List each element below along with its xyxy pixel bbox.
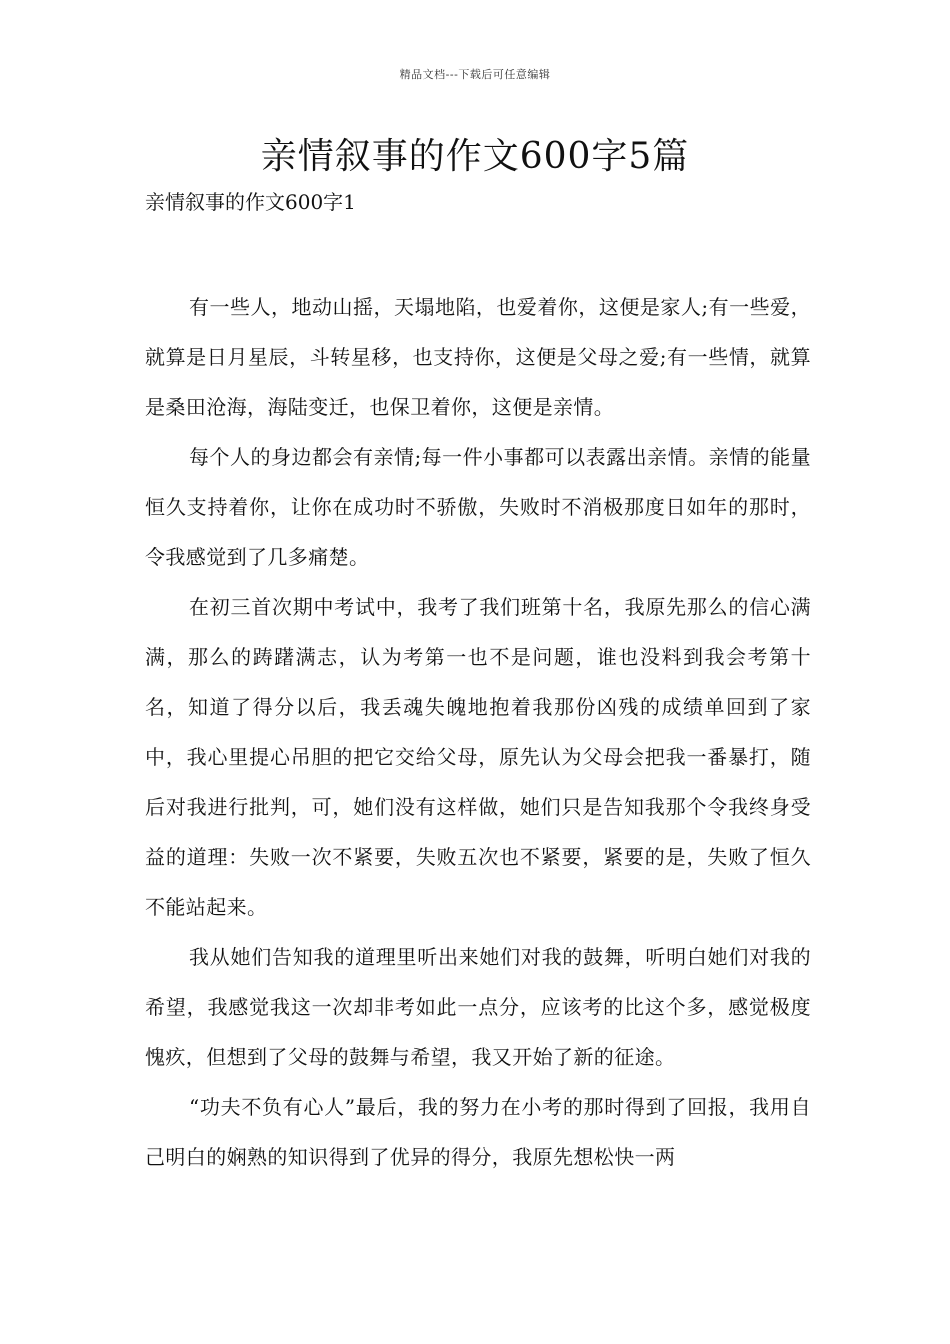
paragraph: 我从她们告知我的道理里听出来她们对我的鼓舞，听明白她们对我的希望，我感觉我这一次却非考如此一点分，应该考的比这个多，感觉极度愧疚，但想到了父母的鼓舞与希望，我又开始了新的征途。 (145, 945, 811, 1069)
paragraph: 在初三首次期中考试中，我考了我们班第十名，我原先那么的信心满满，那么的踌躇满志，认为考第一也不是问题，谁也没料到我会考第十名，知道了得分以后，我丢魂失魄地抱着我那份凶残的成绩单回到了家中，我心里提心吊胆的把它交给父母，原先认为父母会把我一番暴打，随后对我进行批判，可，她们没有这样做，她们只是告知我那个令我终身受益的道理：失败一次不紧要，失败五次也不紧要，紧要的是，失败了恒久不能站起来。 (145, 595, 811, 919)
section-heading: 亲情叙事的作文600字1 (145, 190, 356, 214)
paragraph: 有一些人，地动山摇，天塌地陷，也爱着你，这便是家人;有一些爱，就算是日月星辰，斗转星移，也支持你，这便是父母之爱;有一些情，就算是桑田沧海，海陆变迁，也保卫着你，这便是亲情。 (145, 295, 811, 419)
document-title: 亲情叙事的作文600字5篇 (260, 136, 690, 177)
paragraph: 每个人的身边都会有亲情;每一件小事都可以表露出亲情。亲情的能量恒久支持着你，让你在成功时不骄傲，失败时不消极那度日如年的那时，令我感觉到了几多痛楚。 (145, 445, 811, 569)
document-body (145, 282, 811, 1182)
paragraph: “功夫不负有心人”最后，我的努力在小考的那时得到了回报，我用自己明白的娴熟的知识得到了优异的得分，我原先想松快一两 (145, 1095, 811, 1169)
page-header-note: 精品文档---下载后可任意编辑 (399, 68, 551, 81)
